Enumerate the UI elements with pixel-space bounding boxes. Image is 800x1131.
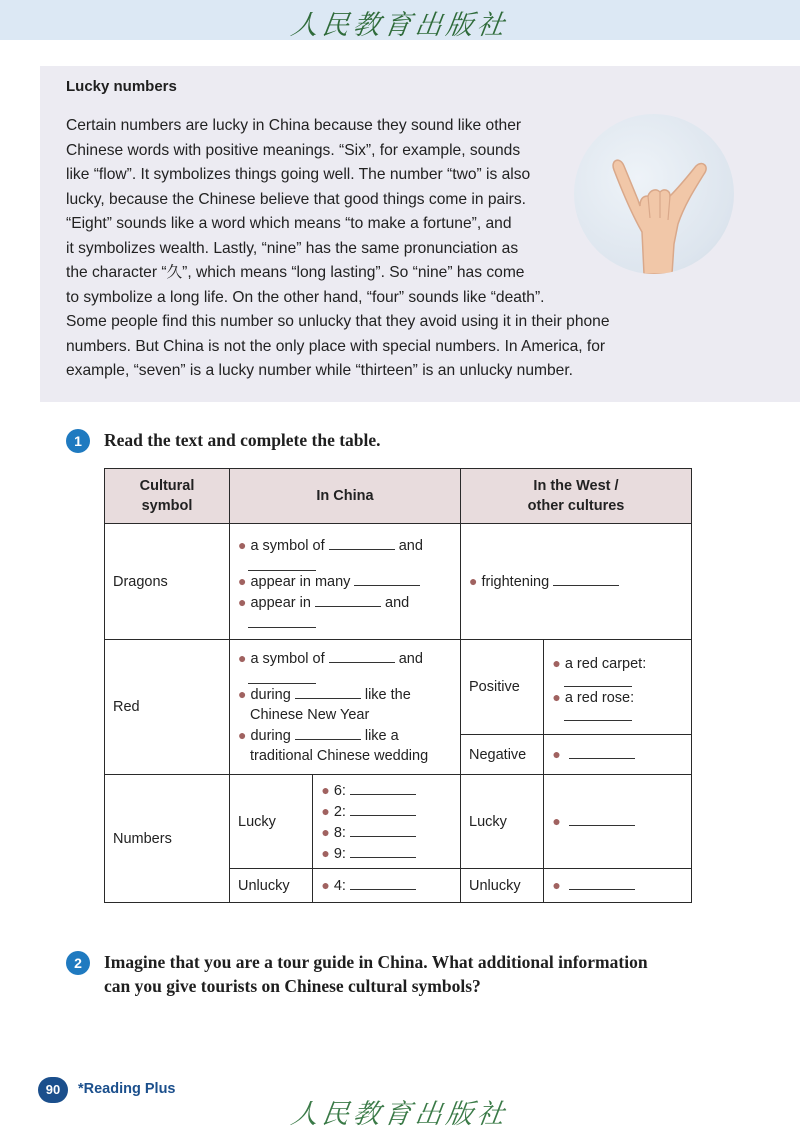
answer-blank[interactable] (564, 674, 632, 687)
reading-line: Chinese words with positive meanings. “Six”, for example, sounds (66, 141, 521, 159)
red-negative-cell (544, 735, 692, 775)
question-number-badge: 2 (66, 951, 90, 975)
red-positive-cell (544, 640, 692, 735)
china-unlucky-cell (313, 869, 461, 903)
answer-blank[interactable] (350, 877, 416, 890)
answer-blank[interactable] (569, 746, 635, 759)
reading-line: it symbolizes wealth. Lastly, “nine” has the same pronunciation as (66, 239, 519, 257)
list-item (552, 744, 683, 765)
reading-line: to symbolize a long life. On the other hand, “four” sounds like “death”. (66, 288, 545, 306)
answer-blank[interactable] (350, 845, 416, 858)
west-lucky-cell (544, 775, 692, 869)
publisher-logo-footer: 人民教育出版社 (288, 1099, 511, 1130)
table-row-numbers-lucky (105, 775, 692, 869)
china-unlucky-label: Unlucky (230, 869, 313, 903)
answer-blank[interactable] (350, 803, 416, 816)
answer-blank[interactable] (315, 594, 381, 607)
reading-line: like “flow”. It symbolizes things going well. The number “two” is also (66, 166, 531, 183)
hand-gesture-icon (574, 114, 734, 274)
answer-blank[interactable] (295, 686, 361, 699)
publisher-logo: 人民教育出版社 (288, 10, 511, 41)
bullet-icon: ● (238, 594, 247, 610)
list-item: ● appear in and (238, 594, 410, 611)
red-negative-label: Negative (461, 735, 544, 775)
answer-blank[interactable] (248, 556, 316, 571)
reading-title: Lucky numbers (66, 78, 177, 95)
table-row-red-positive (105, 640, 692, 735)
answer-blank[interactable] (350, 782, 416, 795)
red-positive-label: Positive (461, 640, 544, 735)
bullet-icon: ● (321, 781, 330, 798)
list-item: ● 8: (321, 822, 452, 843)
reading-line: Certain numbers are lucky in China because they sound like other (66, 117, 522, 134)
bullet-icon: ● (321, 877, 330, 893)
answer-blank[interactable] (248, 613, 316, 628)
list-item: ● a symbol of and (238, 650, 423, 667)
answer-blank[interactable] (564, 708, 632, 721)
dragons-china-cell (230, 524, 461, 640)
bullet-icon: ● (238, 573, 247, 589)
west-unlucky-cell (544, 869, 692, 903)
header-west: In the West / other cultures (461, 469, 692, 524)
answer-blank[interactable] (295, 727, 361, 740)
china-lucky-label: Lucky (230, 775, 313, 869)
list-item: ● 9: (321, 843, 452, 864)
red-china-cell: ● a symbol of and ● during like the Chinese New Year ● during like a traditional Chinese wedding (230, 640, 461, 775)
list-item (552, 875, 683, 896)
list-item: ● appear in many (238, 571, 452, 592)
answer-blank[interactable] (350, 824, 416, 837)
bullet-icon: ● (321, 844, 330, 861)
answer-blank[interactable] (329, 650, 395, 663)
bullet-icon: ● (321, 823, 330, 840)
list-item: ● a red rose: (552, 689, 635, 706)
bullet-icon: ● (552, 689, 561, 705)
header-cultural-symbol: Cultural symbol (105, 469, 230, 524)
reading-line: example, “seven” is a lucky number while “thirteen” is an unlucky number. (66, 362, 574, 379)
section-label: *Reading Plus (78, 1081, 176, 1097)
reading-line: numbers. But China is not the only place with special numbers. In America, for (66, 337, 606, 355)
bullet-icon: ● (552, 746, 561, 762)
reading-line: “Eight” sounds like a word which means “to make a fortune”, and (66, 215, 512, 232)
list-item: ● 6: (321, 780, 452, 801)
question-number-badge: 1 (66, 429, 90, 453)
west-lucky-label: Lucky (461, 775, 544, 869)
row-label-red: Red (105, 640, 230, 775)
list-item: ● 2: (321, 801, 452, 822)
answer-blank[interactable] (553, 573, 619, 586)
list-item: ● during like the (238, 686, 411, 703)
question-1-text: Read the text and complete the table. (104, 430, 381, 450)
bullet-icon: ● (238, 537, 247, 553)
list-item (552, 811, 683, 832)
header-in-china: In China (230, 469, 461, 524)
reading-line: the character “久”, which means “long lasting”. So “nine” has come (66, 264, 525, 281)
list-item: ● during like a (238, 727, 399, 744)
bullet-icon: ● (552, 877, 561, 893)
reading-line: Some people find this number so unlucky that they avoid using it in their phone (66, 313, 610, 330)
answer-blank[interactable] (569, 877, 635, 890)
list-item: ● a symbol of and (238, 537, 423, 554)
answer-blank[interactable] (569, 813, 635, 826)
answer-blank[interactable] (329, 537, 395, 550)
bullet-icon: ● (469, 573, 478, 589)
list-item: ● a red carpet: (552, 655, 647, 672)
reading-box (40, 66, 800, 402)
dragons-west-cell (461, 524, 692, 640)
reading-line: lucky, because the Chinese believe that good things come in pairs. (66, 190, 526, 208)
answer-blank[interactable] (354, 573, 420, 586)
page-number-badge: 90 (38, 1077, 68, 1103)
list-item: ● 4: (321, 875, 452, 896)
list-item: ● frightening (469, 571, 683, 592)
bullet-icon: ● (238, 686, 247, 702)
bullet-icon: ● (321, 802, 330, 819)
bullet-icon: ● (552, 813, 561, 829)
culture-table (104, 468, 692, 903)
question-2-text: Imagine that you are a tour guide in China. What additional information can you give tourists on Chinese cultural symbols? (104, 952, 648, 996)
west-unlucky-label: Unlucky (461, 869, 544, 903)
bullet-icon: ● (238, 650, 247, 666)
bullet-icon: ● (552, 655, 561, 671)
bullet-icon: ● (238, 727, 247, 743)
china-lucky-cell (313, 775, 461, 869)
row-label-dragons: Dragons (105, 524, 230, 640)
table-row-dragons (105, 524, 692, 640)
answer-blank[interactable] (248, 669, 316, 684)
hand-gesture-photo (574, 114, 734, 274)
row-label-numbers: Numbers (105, 775, 230, 903)
